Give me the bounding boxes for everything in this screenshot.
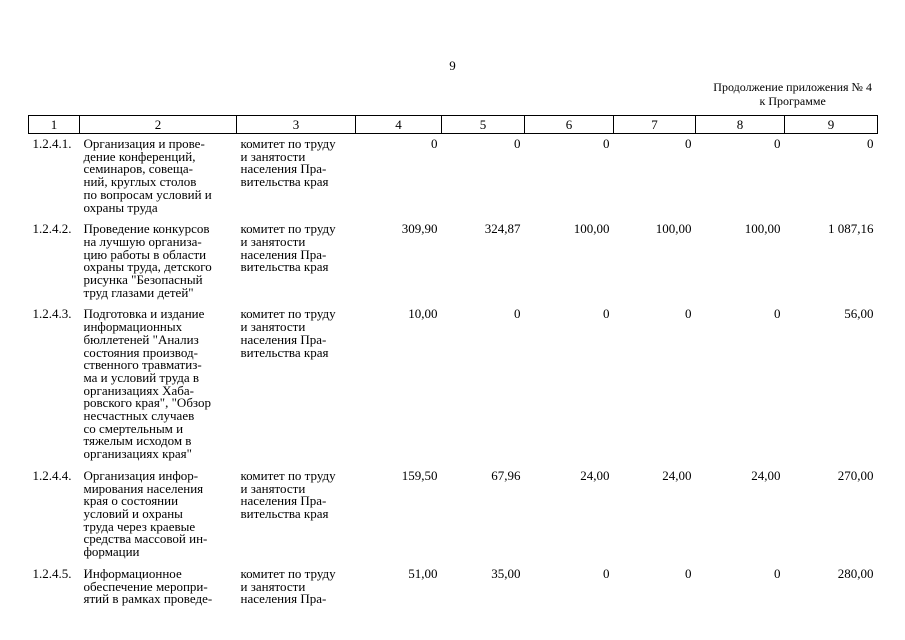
- row-value: 0: [603, 136, 610, 151]
- row-activity: Информационное обеспечение меропри- ятий в рамках проведе-: [83, 565, 213, 607]
- row-activity: Организация инфор- мирования населения края о состоянии условий и охраны труда через краевые средства массовой ин- формации: [83, 467, 208, 560]
- row-value: 0: [603, 565, 610, 581]
- program-table: [28, 115, 878, 611]
- table-row: [29, 134, 878, 220]
- row-value: 0: [685, 136, 692, 151]
- column-header: 7: [614, 116, 696, 134]
- row-value: 0: [603, 306, 610, 322]
- continuation-note: Продолжение приложения № 4 к Программе: [713, 80, 872, 108]
- row-value: 24,00: [580, 467, 610, 483]
- row-activity: Подготовка и издание информационных бюллетеней "Анализ состояния производ- ственного травматиз- ма и условий труда в организациях Хаба- ровского края", "Обзор несчастных случаев со смертельным и тяжелым исходом в организациях края": [83, 306, 211, 462]
- row-value: 0: [867, 136, 874, 151]
- row-value: 0: [685, 565, 692, 581]
- row-value: 35,00: [491, 565, 521, 581]
- page-number: 9: [449, 58, 456, 73]
- table-row: [29, 564, 878, 611]
- row-value: 0: [685, 306, 692, 322]
- row-value: 10,00: [408, 306, 438, 322]
- row-value: 0: [514, 306, 521, 322]
- row-code: 1.2.4.2.: [32, 221, 72, 237]
- row-executor: комитет по труду и занятости населения Пра-: [240, 565, 336, 607]
- row-executor: комитет по труду и занятости населения Пра- вительства края: [240, 136, 336, 190]
- row-executor: комитет по труду и занятости населения Пра- вительства края: [240, 306, 336, 360]
- column-header: 6: [525, 116, 614, 134]
- column-header: 5: [442, 116, 525, 134]
- row-value: 1 087,16: [828, 221, 874, 237]
- column-header: 8: [696, 116, 785, 134]
- row-code: 1.2.4.3.: [32, 306, 72, 322]
- row-value: 270,00: [837, 467, 874, 483]
- row-value: 56,00: [844, 306, 874, 322]
- row-value: 100,00: [655, 221, 692, 237]
- row-value: 100,00: [744, 221, 781, 237]
- row-activity: Проведение конкурсов на лучшую организа- цию работы в области охраны труда, детского рисунка "Безопасный труд глазами детей": [83, 221, 212, 300]
- table-row: [29, 219, 878, 304]
- row-value: 0: [774, 136, 781, 151]
- row-code: 1.2.4.1.: [32, 136, 72, 151]
- row-value: 100,00: [573, 221, 610, 237]
- row-value: 51,00: [408, 565, 438, 581]
- column-header: 4: [356, 116, 442, 134]
- table-row: [29, 466, 878, 564]
- row-value: 0: [514, 136, 521, 151]
- row-value: 280,00: [837, 565, 874, 581]
- row-value: 67,96: [491, 467, 521, 483]
- column-header: 3: [237, 116, 356, 134]
- row-executor: комитет по труду и занятости населения Пра- вительства края: [240, 221, 336, 275]
- column-header: 2: [80, 116, 237, 134]
- row-value: 0: [774, 565, 781, 581]
- row-value: 309,90: [401, 221, 438, 237]
- row-code: 1.2.4.4.: [32, 467, 72, 483]
- row-value: 159,50: [401, 467, 438, 483]
- row-value: 324,87: [484, 221, 521, 237]
- row-activity: Организация и прове- дение конференций, семинаров, совеща- ний, круглых столов по вопросам условий и охраны труда: [83, 136, 212, 215]
- row-code: 1.2.4.5.: [32, 565, 72, 581]
- row-executor: комитет по труду и занятости населения Пра- вительства края: [240, 467, 336, 521]
- header-row: [29, 116, 878, 134]
- column-header: 1: [29, 116, 80, 134]
- row-value: 0: [431, 136, 438, 151]
- row-value: 24,00: [662, 467, 692, 483]
- row-value: 0: [774, 306, 781, 322]
- row-value: 24,00: [751, 467, 781, 483]
- column-header: 9: [785, 116, 878, 134]
- table-row: [29, 304, 878, 465]
